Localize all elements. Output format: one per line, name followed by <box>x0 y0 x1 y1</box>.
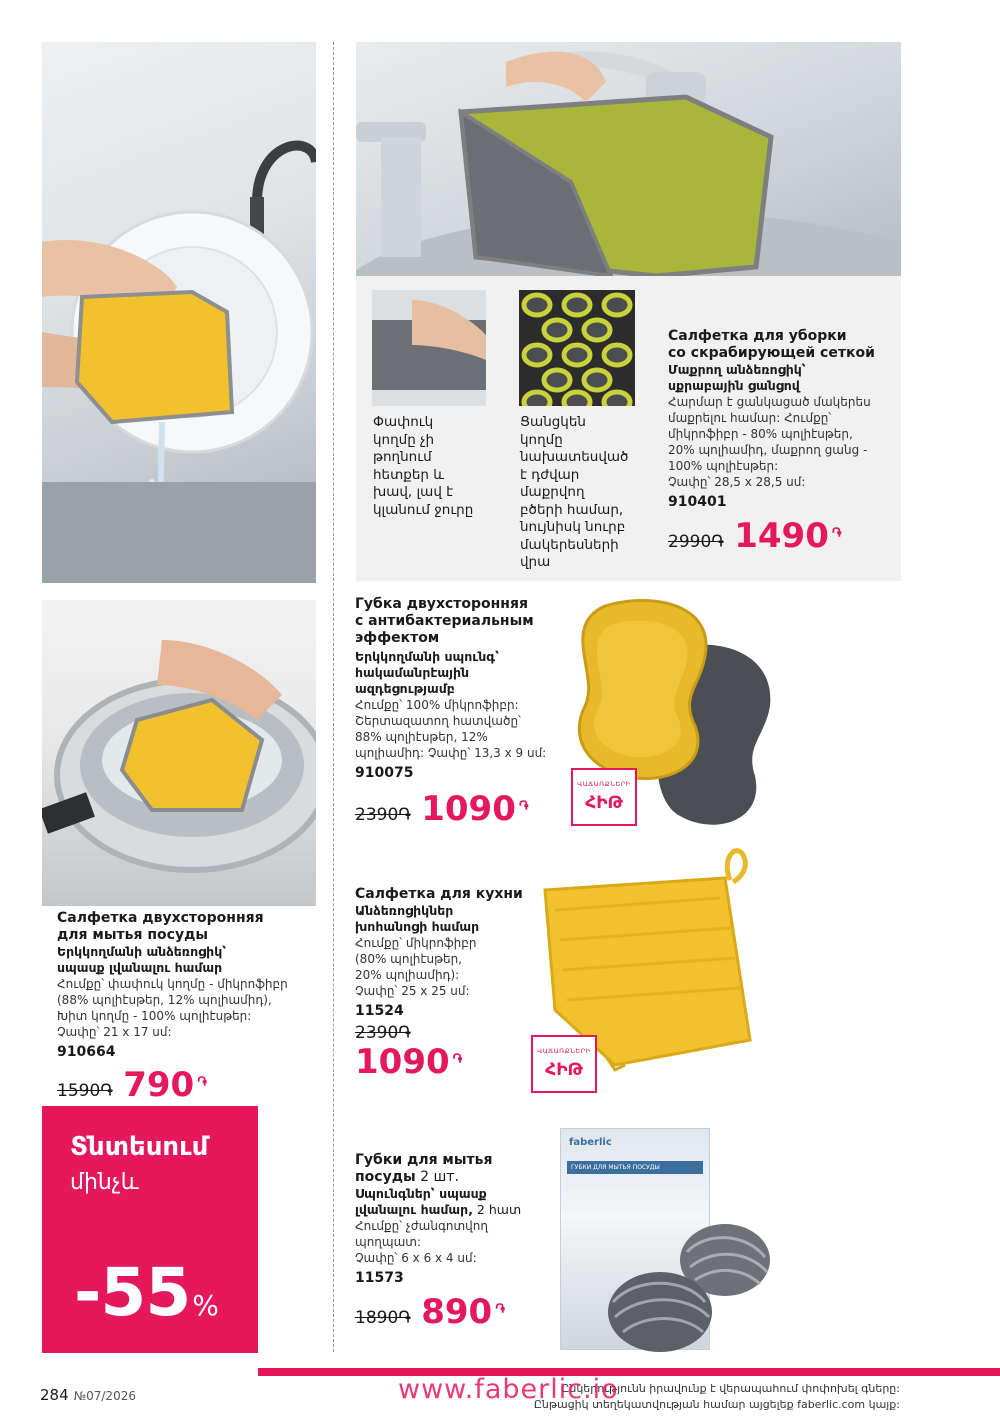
kitchen-cloth-price <box>355 1042 545 1082</box>
old-price: 2990֏ <box>668 532 724 552</box>
package-label: ГУБКИ ДЛЯ МЫТЬЯ ПОСУДЫ <box>567 1161 703 1174</box>
product-title-ru: Салфетка двухсторонняя <box>57 910 264 926</box>
caption-line: կողմը <box>520 431 563 448</box>
product-desc: միկրոֆիբր - 80% պոլիէսթեր, <box>668 427 853 441</box>
product-desc: Հարմար է ցանկացած մակերես <box>668 395 871 409</box>
page-number-value: 284 <box>40 1386 69 1404</box>
product-desc: Հումքը՝ 100% միկրոֆիբր: <box>355 698 519 712</box>
title-text: լվանալու համար, <box>355 1202 473 1217</box>
caption-line: կլանում ջուրը <box>373 501 474 518</box>
product-title-ru: эффектом <box>355 630 440 646</box>
discount-promo <box>42 1106 258 1353</box>
product-title-hy: խոհանոցի համար <box>355 919 480 934</box>
product-desc: պողպատ: <box>355 1235 422 1249</box>
dishwashing-photo <box>42 42 316 583</box>
promo-number: -55 <box>74 1254 191 1331</box>
new-price: 1490 <box>734 516 829 556</box>
dishwashing-illustration <box>42 42 316 583</box>
badge-small-text: ՎԱՃԱՌՔՆԵՐԻ <box>577 780 631 788</box>
product-code: 910075 <box>355 765 414 781</box>
product-title-hy: Երկկողմանի անձեռոցիկ՝ <box>57 944 227 959</box>
product-desc: Չափը՝ 6 x 6 x 4 սմ: <box>355 1251 477 1265</box>
bestseller-badge <box>571 768 637 826</box>
soft-side-closeup <box>372 290 486 406</box>
old-price: 1590֏ <box>57 1081 113 1101</box>
promo-percent: % <box>192 1289 218 1322</box>
product-desc: (80% պոլիէսթեր, <box>355 952 462 966</box>
product-code: 11524 <box>355 1003 404 1019</box>
product-title-hy: Անձեռոցիկներ <box>355 903 454 918</box>
product-desc: պոլիամիդ: Չափը՝ 13,3 x 9 սմ: <box>355 746 547 760</box>
currency-sign: ֏ <box>518 799 529 814</box>
disclaimer-line: Ընթացիկ տեղեկատվության համար այցելեք faberlic.com կայք: <box>533 1398 900 1411</box>
product-code: 910401 <box>668 494 727 510</box>
product-title-ru: Салфетка для уборки <box>668 328 847 344</box>
title-extra: 2 հատ <box>472 1202 522 1217</box>
product-desc: Հումքը՝ միկրոֆիբր <box>355 936 477 950</box>
product-title-ru: для мытья посуды <box>57 927 209 943</box>
product-desc: 20% պոլիամիդ, մաքրող ցանց - <box>668 443 868 457</box>
new-price: 1090 <box>355 1042 450 1082</box>
promo-line-2: մինչև <box>70 1170 139 1195</box>
disclaimer-line: Ընկերությունն իրավունք է վերապահում փոփոխել գները: <box>561 1382 900 1395</box>
pan-washing-photo <box>42 600 316 906</box>
product-desc: Հումքը՝ չժանգոտվող <box>355 1219 488 1233</box>
new-price: 890 <box>421 1292 493 1332</box>
product-title-hy: Մաքրող անձեռոցիկ՝ <box>668 362 806 377</box>
column-divider <box>333 42 334 1352</box>
steel-sponges-price <box>355 1292 505 1332</box>
new-price: 790 <box>123 1065 195 1105</box>
product-title-ru: с антибактериальным <box>355 613 534 629</box>
currency-sign: ֏ <box>197 1075 207 1090</box>
promo-value <box>74 1254 218 1331</box>
product-code: 11573 <box>355 1270 404 1286</box>
caption-line: հետքեր և <box>373 466 445 483</box>
dish-cloth-info <box>57 910 322 1061</box>
product-title-ru: со скрабирующей сеткой <box>668 345 875 361</box>
page-number <box>40 1386 136 1404</box>
steel-sponges-info <box>355 1152 555 1287</box>
badge-big-text: ՀԻԹ <box>545 1060 583 1080</box>
mesh-side-illustration <box>519 290 635 406</box>
package-brand: faberlic <box>569 1137 612 1148</box>
caption-line: Ցանցկեն <box>520 414 586 430</box>
product-title-ru: Губка двухсторонняя <box>355 596 528 612</box>
pan-washing-illustration <box>42 600 316 906</box>
bestseller-badge <box>531 1035 597 1093</box>
new-price: 1090 <box>421 789 516 829</box>
footer-accent-bar <box>258 1368 1000 1376</box>
sponge-price <box>355 789 529 829</box>
caption-line: Փափուկ <box>373 414 434 430</box>
product-title-hy: սպասք լվանալու համար <box>57 960 223 975</box>
scrub-cloth-illustration <box>356 42 901 276</box>
currency-sign: ֏ <box>831 526 842 541</box>
caption-line: խավ, լավ է <box>373 484 454 500</box>
product-desc: մաքրելու համար: Հումքը՝ <box>668 411 832 425</box>
product-desc: 100% պոլիէսթեր: <box>668 459 779 473</box>
sponge-info <box>355 596 570 782</box>
scrub-cloth-price <box>668 516 842 556</box>
currency-sign: ֏ <box>495 1302 505 1317</box>
product-title-hy: սքրաբային ցանցով <box>668 378 800 393</box>
currency-sign: ֏ <box>452 1052 463 1067</box>
product-title-ru: Салфетка для кухни <box>355 886 523 902</box>
dish-cloth-price <box>57 1065 207 1105</box>
product-title-hy: ազդեցությամբ <box>355 681 455 696</box>
steel-sponges-illustration <box>605 1222 775 1352</box>
product-desc: Չափը՝ 21 x 17 սմ: <box>57 1025 172 1039</box>
mesh-side-caption <box>520 414 655 572</box>
product-desc: 20% պոլիամիդ): <box>355 968 460 982</box>
caption-line: է դժվար <box>520 466 580 483</box>
badge-small-text: ՎԱՃԱՌՔՆԵՐԻ <box>537 1047 591 1055</box>
scrub-cloth-info <box>668 328 898 511</box>
product-title-ru <box>355 1169 555 1186</box>
mesh-side-closeup <box>519 290 635 406</box>
product-code: 910664 <box>57 1044 116 1060</box>
product-title-hy <box>355 1202 555 1218</box>
old-price: 1890֏ <box>355 1308 411 1328</box>
promo-line-1: Տնտեսում <box>70 1132 209 1162</box>
title-extra: 2 шт. <box>415 1169 459 1185</box>
badge-big-text: ՀԻԹ <box>585 793 623 813</box>
old-price: 2390֏ <box>355 1023 411 1043</box>
title-text: посуды <box>355 1169 416 1185</box>
product-desc: 88% պոլիէսթեր, 12% <box>355 730 488 744</box>
product-title-hy: Երկկողմանի սպունգ՝ <box>355 649 499 664</box>
product-title-ru: Губки для мытья <box>355 1152 493 1168</box>
caption-line: կողմը չի <box>373 431 435 448</box>
product-desc: Շերտազատող հատվածը՝ <box>355 714 521 728</box>
soft-side-illustration <box>372 290 486 406</box>
caption-line: նույնիսկ նուրբ <box>520 519 626 535</box>
product-title-hy: հակամանրէային <box>355 665 470 680</box>
product-desc: Հումքը՝ փափուկ կողմը - միկրոֆիբր <box>57 977 288 991</box>
caption-line: վրա <box>520 554 551 570</box>
kitchen-cloth-info <box>355 886 545 1082</box>
watermark-link[interactable]: www.faberlic.io <box>398 1374 619 1405</box>
issue-number: №07/2026 <box>73 1389 136 1403</box>
scrub-cloth-photo <box>356 42 901 276</box>
product-desc: Խիտ կողմը - 100% պոլիէսթեր: <box>57 1009 252 1023</box>
caption-line: թողնում <box>373 449 432 465</box>
old-price: 2390֏ <box>355 805 411 825</box>
caption-line: նախատեսված <box>520 449 629 465</box>
product-title-hy: Սպունգներ՝ սպասք <box>355 1186 487 1201</box>
caption-line: բծերի համար, <box>520 501 624 518</box>
steel-sponges-image <box>605 1222 775 1352</box>
caption-line: մակերեսների <box>520 536 619 553</box>
soft-side-caption <box>373 414 503 519</box>
product-desc: (88% պոլիէսթեր, 12% պոլիամիդ), <box>57 993 272 1007</box>
product-desc: Չափը՝ 28,5 x 28,5 սմ: <box>668 475 806 489</box>
caption-line: մաքրվող <box>520 484 585 500</box>
product-desc: Չափը՝ 25 x 25 սմ: <box>355 984 470 998</box>
